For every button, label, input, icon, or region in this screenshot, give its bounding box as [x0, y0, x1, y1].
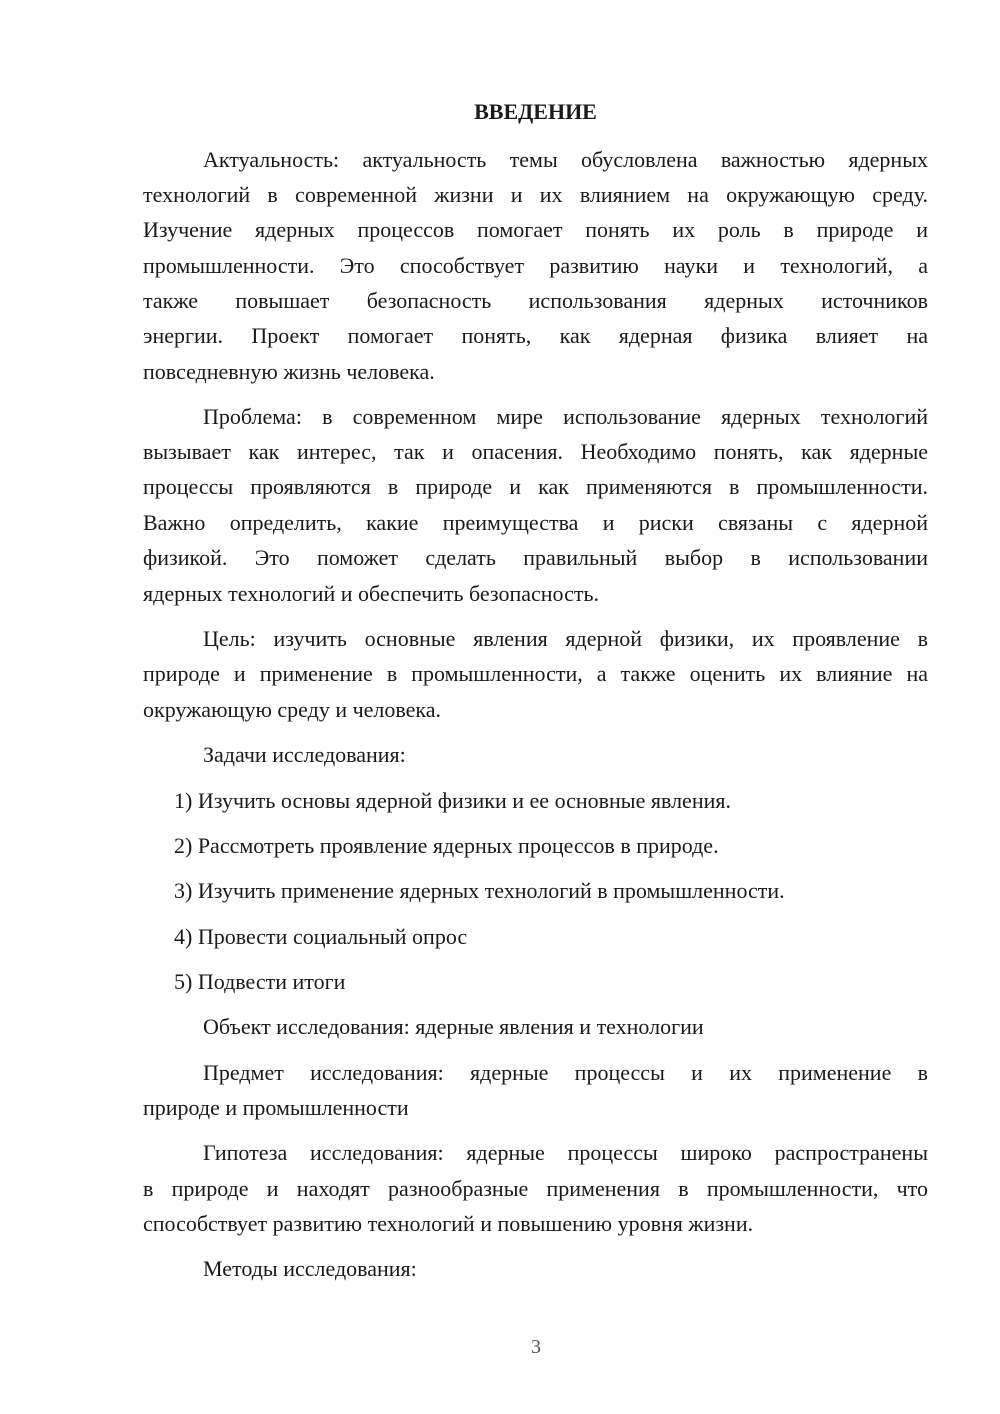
task-item: 1) Изучить основы ядерной физики и ее основные явления. [174, 788, 731, 813]
hypothesis-line: в природе и находят разнообразные применения в промышленности, что [143, 1176, 928, 1201]
research-object: Объект исследования: ядерные явления и технологии [203, 1014, 704, 1039]
page-number: 3 [531, 1336, 541, 1358]
methods-heading: Методы исследования: [203, 1256, 417, 1281]
research-subject-line: Предмет исследования: ядерные процессы и их применение в [203, 1060, 928, 1085]
relevance-line: технологий в современной жизни и их влиянием на окружающую среду. [143, 182, 928, 207]
section-title: ВВЕДЕНИЕ [474, 99, 597, 124]
task-item: 4) Провести социальный опрос [174, 924, 468, 949]
relevance-line: повседневную жизнь человека. [143, 359, 435, 384]
relevance-line: Актуальность: актуальность темы обусловлена важностью ядерных [203, 147, 928, 172]
problem-line: ядерных технологий и обеспечить безопасность. [143, 581, 600, 606]
problem-line: Важно определить, какие преимущества и риски связаны с ядерной [143, 510, 928, 535]
hypothesis-line: Гипотеза исследования: ядерные процессы широко распространены [203, 1140, 928, 1165]
goal-line: окружающую среду и человека. [143, 697, 442, 722]
relevance-line: промышленности. Это способствует развитию науки и технологий, а [143, 253, 928, 278]
task-item: 2) Рассмотреть проявление ядерных процессов в природе. [174, 833, 719, 858]
problem-line: процессы проявляются в природе и как применяются в промышленности. [143, 474, 928, 499]
problem-line: Проблема: в современном мире использование ядерных технологий [203, 404, 928, 429]
tasks-heading: Задачи исследования: [203, 742, 406, 767]
relevance-line: также повышает безопасность использования ядерных источников [143, 288, 928, 313]
task-item: 5) Подвести итоги [174, 969, 346, 994]
task-item: 3) Изучить применение ядерных технологий в промышленности. [174, 878, 785, 903]
problem-line: вызывает как интерес, так и опасения. Необходимо понять, как ядерные [143, 439, 928, 464]
problem-line: физикой. Это поможет сделать правильный выбор в использовании [143, 545, 928, 570]
hypothesis-line: способствует развитию технологий и повышению уровня жизни. [143, 1211, 754, 1236]
research-subject-line: природе и промышленности [143, 1095, 409, 1120]
relevance-line: энергии. Проект помогает понять, как ядерная физика влияет на [143, 323, 928, 348]
relevance-line: Изучение ядерных процессов помогает понять их роль в природе и [143, 217, 928, 242]
goal-line: Цель: изучить основные явления ядерной физики, их проявление в [203, 626, 928, 651]
goal-line: природе и применение в промышленности, а также оценить их влияние на [143, 661, 928, 686]
